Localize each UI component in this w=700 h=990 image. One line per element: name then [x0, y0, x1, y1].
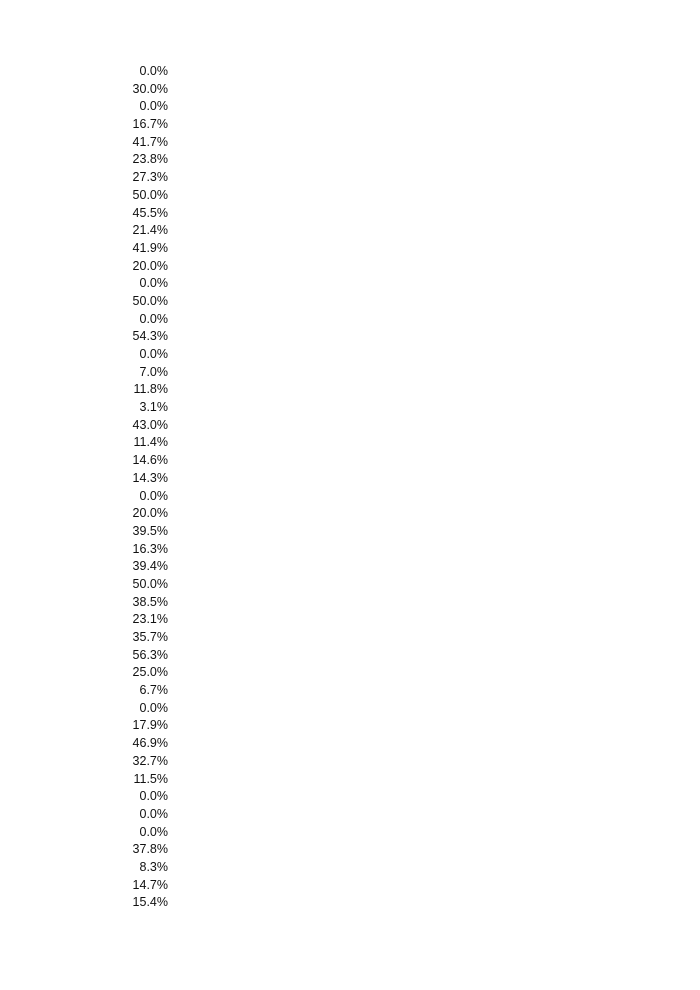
- percentage-value: 11.8%: [133, 382, 168, 397]
- percentage-value: 0.0%: [139, 806, 168, 821]
- percentage-value: 0.0%: [139, 99, 168, 114]
- percentage-value: 8.3%: [139, 859, 168, 874]
- percentage-value: 6.7%: [139, 683, 168, 698]
- percentage-value: 17.9%: [132, 718, 168, 733]
- percentage-value: 14.3%: [132, 470, 168, 485]
- percentage-column: [100, 63, 168, 912]
- percentage-value: 16.7%: [132, 117, 168, 132]
- percentage-value: 14.7%: [132, 877, 168, 892]
- percentage-value: 39.4%: [132, 559, 168, 574]
- percentage-value: 46.9%: [132, 736, 168, 751]
- percentage-value: 50.0%: [132, 187, 168, 202]
- percentage-value: 37.8%: [132, 842, 168, 857]
- percentage-value: 7.0%: [139, 364, 168, 379]
- percentage-value: 23.8%: [132, 152, 168, 167]
- percentage-value: 43.0%: [132, 417, 168, 432]
- percentage-value: 20.0%: [132, 506, 168, 521]
- percentage-value: 30.0%: [132, 81, 168, 96]
- percentage-value: 11.5%: [133, 771, 168, 786]
- percentage-value: 45.5%: [132, 205, 168, 220]
- percentage-value: 0.0%: [139, 276, 168, 291]
- percentage-value: 41.9%: [132, 240, 168, 255]
- percentage-value: 27.3%: [132, 170, 168, 185]
- percentage-value: 25.0%: [132, 665, 168, 680]
- percentage-value: 0.0%: [139, 700, 168, 715]
- percentage-value: 38.5%: [132, 594, 168, 609]
- percentage-value: 41.7%: [132, 134, 168, 149]
- percentage-value: 50.0%: [132, 576, 168, 591]
- percentage-value: 11.4%: [133, 435, 168, 450]
- percentage-value: 21.4%: [132, 223, 168, 238]
- percentage-value: 50.0%: [132, 293, 168, 308]
- percentage-value: 0.0%: [139, 311, 168, 326]
- percentage-value: 56.3%: [132, 647, 168, 662]
- percentage-value: 35.7%: [132, 630, 168, 644]
- percentage-value: 54.3%: [132, 329, 168, 344]
- percentage-value: 15.4%: [132, 895, 168, 910]
- percentage-value: 0.0%: [139, 824, 168, 839]
- percentage-value: 14.6%: [132, 453, 168, 468]
- percentage-value: 0.0%: [139, 488, 168, 503]
- percentage-value: 20.0%: [132, 258, 168, 273]
- percentage-value: 0.0%: [139, 347, 168, 361]
- percentage-value: 32.7%: [132, 753, 168, 768]
- percentage-value: 0.0%: [139, 789, 168, 804]
- percentage-value: 0.0%: [139, 64, 168, 78]
- percentage-value: 23.1%: [132, 612, 168, 627]
- percentage-value: 16.3%: [132, 541, 168, 556]
- percentage-value: 3.1%: [139, 400, 168, 415]
- percentage-value: 39.5%: [132, 523, 168, 538]
